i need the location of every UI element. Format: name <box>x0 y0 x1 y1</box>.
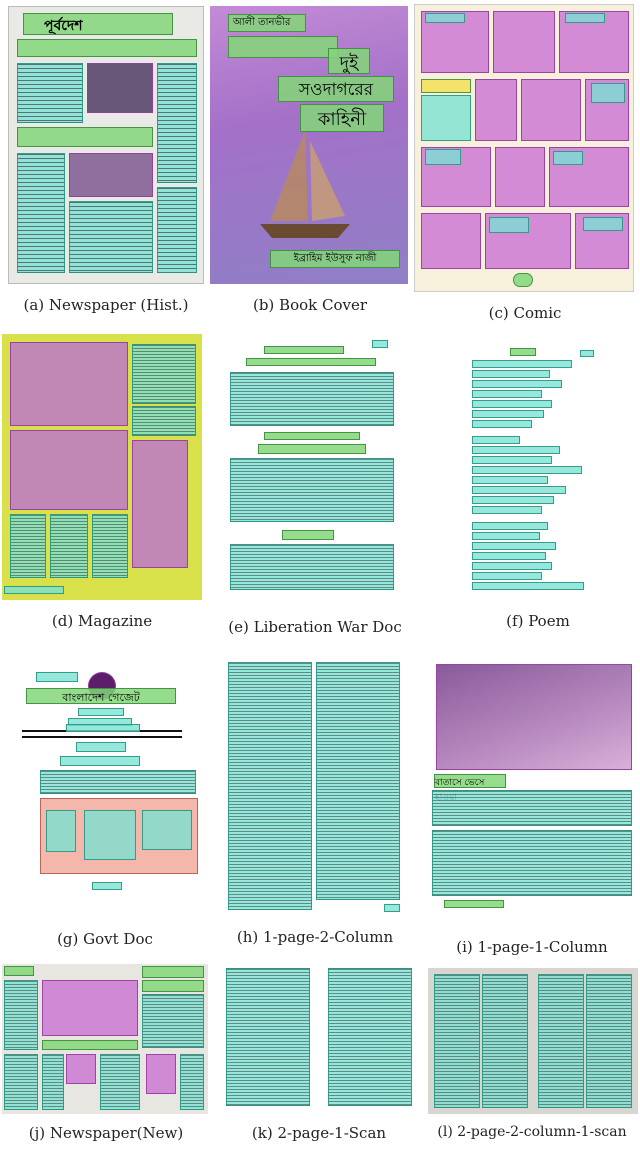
poem-line <box>472 582 584 590</box>
book-cover-thumbnail <box>210 6 408 284</box>
footer-region <box>4 586 64 594</box>
author-top: আলী তানভীর <box>228 14 306 32</box>
poem-line <box>472 380 562 388</box>
text-column <box>42 1054 64 1110</box>
two-column-thumbnail <box>226 660 404 918</box>
poem-line <box>472 486 566 494</box>
table-cell <box>142 810 192 850</box>
subheadline-region <box>17 127 153 147</box>
speech-bubble <box>489 217 529 233</box>
poem-line <box>472 562 552 570</box>
section-heading <box>258 444 366 454</box>
poem-line <box>472 420 532 428</box>
poem-line <box>472 542 556 550</box>
text-column <box>132 406 196 436</box>
footer-label <box>444 900 504 908</box>
text-column <box>132 344 196 404</box>
newspaper-masthead: পূর্বদেশ <box>23 13 173 35</box>
magazine-thumbnail <box>2 334 202 600</box>
gazette-title: বাংলাদেশ গেজেট <box>26 688 176 704</box>
caption-d: (d) Magazine <box>51 612 153 630</box>
subheadline-region <box>42 1040 138 1050</box>
masthead <box>142 966 204 978</box>
book-title-line1: দুই <box>328 48 370 74</box>
notice-title <box>76 742 126 752</box>
text-column <box>157 63 197 183</box>
poem-line <box>472 532 540 540</box>
column-1 <box>434 974 480 1108</box>
poem-line <box>472 522 548 530</box>
illustration-region <box>436 664 632 770</box>
table-cell <box>46 810 76 852</box>
comic-frame <box>475 79 517 141</box>
speech-bubble <box>425 13 465 23</box>
caption-j: (j) Newspaper(New) <box>28 1124 184 1142</box>
left-column <box>228 662 312 910</box>
text-column <box>92 514 128 578</box>
comic-frame <box>421 213 481 269</box>
caption-h: (h) 1-page-2-Column <box>236 928 394 946</box>
poem-line <box>472 360 572 368</box>
poem-line <box>472 410 544 418</box>
speech-bubble <box>583 217 623 231</box>
caption-c: (c) Comic <box>488 304 562 322</box>
newspaper-new-thumbnail <box>2 964 208 1114</box>
text-column <box>4 980 38 1050</box>
text-column <box>142 994 204 1048</box>
caption-f: (f) Poem <box>506 612 570 630</box>
ship-illustration <box>250 126 360 246</box>
speech-bubble <box>591 83 625 103</box>
date-line <box>66 724 140 732</box>
rule-line <box>22 736 182 738</box>
text-column <box>4 1054 38 1110</box>
paragraph <box>432 830 632 896</box>
poem-line <box>472 506 542 514</box>
speech-bubble <box>425 149 461 165</box>
page-number <box>384 904 400 912</box>
caption-e: (e) Liberation War Doc <box>228 618 402 636</box>
comic-frame <box>521 79 581 141</box>
poem-line <box>472 456 552 464</box>
section-heading <box>282 530 334 540</box>
photo-region <box>132 440 188 568</box>
page-number <box>372 340 388 348</box>
photo-region <box>10 342 128 426</box>
speech-bubble <box>565 13 605 23</box>
caption-b: (b) Book Cover <box>252 296 368 314</box>
text-column <box>17 153 65 273</box>
section-heading <box>264 432 360 440</box>
comic-frame <box>495 147 545 207</box>
paragraph <box>230 458 394 522</box>
govt-doc-thumbnail <box>2 664 206 896</box>
headline-region <box>142 980 204 992</box>
poem-line <box>472 572 542 580</box>
column-2 <box>482 974 528 1108</box>
book-title-line2: সওদাগরের <box>278 76 394 102</box>
photo-region <box>69 153 153 197</box>
paragraph <box>432 790 632 826</box>
poem-line <box>472 390 542 398</box>
caption-a: (a) Newspaper (Hist.) <box>23 296 189 314</box>
column-3 <box>538 974 584 1108</box>
header-label <box>36 672 78 682</box>
poem-line <box>472 476 548 484</box>
liberation-doc-thumbnail <box>224 334 400 600</box>
column-4 <box>586 974 632 1108</box>
notice-title <box>60 756 140 766</box>
newspaper-hist-thumbnail <box>8 6 204 284</box>
text-column <box>100 1054 140 1110</box>
subheading <box>78 708 124 716</box>
poem-line <box>472 446 560 454</box>
headline-region <box>4 966 34 976</box>
text-column <box>50 514 88 578</box>
poem-line <box>472 436 520 444</box>
poem-line <box>472 370 550 378</box>
photo-region <box>146 1054 176 1094</box>
photo-region <box>42 980 138 1036</box>
page-number <box>580 350 594 357</box>
caption-i: (i) 1-page-1-Column <box>456 938 608 956</box>
one-column-thumbnail <box>430 664 636 910</box>
comic-thumbnail <box>414 4 634 292</box>
text-column <box>10 514 46 578</box>
poem-line <box>472 400 552 408</box>
two-page-scan-thumbnail <box>224 966 414 1112</box>
photo-region <box>10 430 128 510</box>
paragraph <box>230 544 394 590</box>
column-heading: বাতাসে ভেসে <box>434 774 506 788</box>
caption-g: (g) Govt Doc <box>57 930 153 948</box>
text-column <box>157 187 197 273</box>
signature-line <box>92 882 122 890</box>
text-column <box>17 63 83 123</box>
paragraph <box>40 770 196 794</box>
book-title-line3: কাহিনী <box>300 104 384 132</box>
poem-line <box>472 466 582 474</box>
caption-box <box>421 79 471 93</box>
right-page-text <box>328 968 412 1106</box>
section-heading <box>246 358 376 366</box>
speech-bubble <box>553 151 583 165</box>
headline-region <box>17 39 197 57</box>
section-heading <box>264 346 344 354</box>
left-page-text <box>226 968 310 1106</box>
comic-frame <box>493 11 555 73</box>
two-page-two-column-thumbnail <box>428 968 638 1114</box>
poem-title <box>510 348 536 356</box>
poem-thumbnail <box>470 346 602 594</box>
subtitle-region <box>228 36 338 58</box>
text-column <box>180 1054 204 1110</box>
photo-region <box>66 1054 96 1084</box>
caption-k: (k) 2-page-1-Scan <box>251 1124 387 1142</box>
right-column <box>316 662 400 900</box>
poem-line <box>472 552 546 560</box>
paragraph <box>230 372 394 426</box>
caption-l: (l) 2-page-2-column-1-scan <box>437 1124 627 1140</box>
photo-region <box>87 63 153 113</box>
speech-bubble <box>421 95 471 141</box>
table-cell <box>84 810 136 860</box>
author-bottom: ইব্রাহিম ইউসুফ নাজী <box>270 250 400 268</box>
text-column <box>69 201 153 273</box>
page-number <box>513 273 533 287</box>
poem-line <box>472 496 554 504</box>
